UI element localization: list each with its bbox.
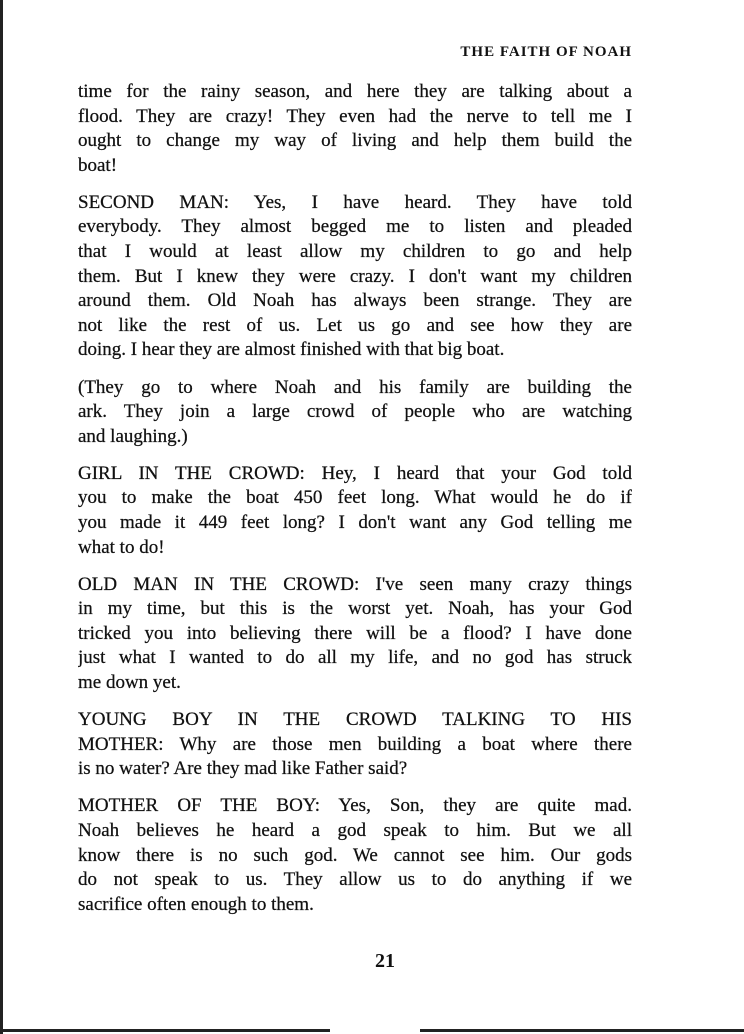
page-number: 21: [375, 950, 395, 972]
text-line: what to do!: [78, 536, 165, 558]
text-line: MOTHER: Why are those men building a boat where there: [78, 733, 632, 755]
paragraph: [78, 794, 632, 917]
text-line: you to make the boat 450 feet long. What would he do if: [78, 487, 632, 509]
paragraph: [78, 708, 632, 782]
text-line: YOUNG BOY IN THE CROWD TALKING TO HIS: [78, 709, 632, 731]
scan-edge-bottom: [420, 1029, 744, 1032]
text-line: that I would at least allow my children to go and help: [78, 241, 632, 263]
text-line: know there is no such god. We cannot see him. Our gods: [78, 844, 632, 866]
text-line: MOTHER OF THE BOY: Yes, Son, they are quite mad.: [78, 795, 632, 817]
paragraph: [78, 191, 632, 363]
paragraph: [78, 376, 632, 450]
paragraph: [78, 573, 632, 696]
text-line: GIRL IN THE CROWD: Hey, I heard that your God told: [78, 462, 632, 484]
text-line: in my time, but this is the worst yet. Noah, has your God: [78, 598, 632, 620]
text-line: around them. Old Noah has always been strange. They are: [78, 290, 632, 312]
text-line: boat!: [78, 154, 118, 176]
scan-edge-left: [0, 0, 3, 1034]
text-line: OLD MAN IN THE CROWD: I've seen many crazy things: [78, 573, 632, 595]
text-line: sacrifice often enough to them.: [78, 893, 314, 915]
text-line: everybody. They almost begged me to listen and pleaded: [78, 216, 632, 238]
text-line: Noah believes he heard a god speak to him. But we all: [78, 820, 632, 842]
scan-edge-bottom: [0, 1029, 330, 1032]
text-line: ought to change my way of living and help them build the: [78, 130, 632, 152]
text-line: not like the rest of us. Let us go and see how they are: [78, 314, 632, 336]
text-line: time for the rainy season, and here they are talking about a: [78, 81, 632, 102]
text-line: them. But I knew they were crazy. I don't want my children: [78, 265, 632, 287]
text-line: is no water? Are they mad like Father said?: [78, 758, 408, 780]
text-line: doing. I hear they are almost finished with that big boat.: [78, 339, 505, 361]
text-line: you made it 449 feet long? I don't want any God telling me: [78, 512, 632, 533]
text-line: flood. They are crazy! They even had the nerve to tell me I: [78, 105, 632, 127]
text-line: SECOND MAN: Yes, I have heard. They have told: [78, 191, 632, 213]
text-line: do not speak to us. They allow us to do anything if we: [78, 869, 632, 891]
paragraph: [78, 462, 632, 560]
text-line: me down yet.: [78, 672, 181, 694]
text-line: ark. They join a large crowd of people who are watching: [78, 401, 632, 423]
text-line: just what I wanted to do all my life, and no god has struck: [78, 647, 632, 669]
page-body: [78, 80, 632, 930]
text-line: and laughing.): [78, 425, 188, 447]
text-line: (They go to where Noah and his family are building the: [78, 376, 632, 398]
text-line: tricked you into believing there will be a flood? I have done: [78, 622, 632, 644]
running-header: THE FAITH OF NOAH: [460, 44, 632, 60]
paragraph: [78, 80, 632, 178]
